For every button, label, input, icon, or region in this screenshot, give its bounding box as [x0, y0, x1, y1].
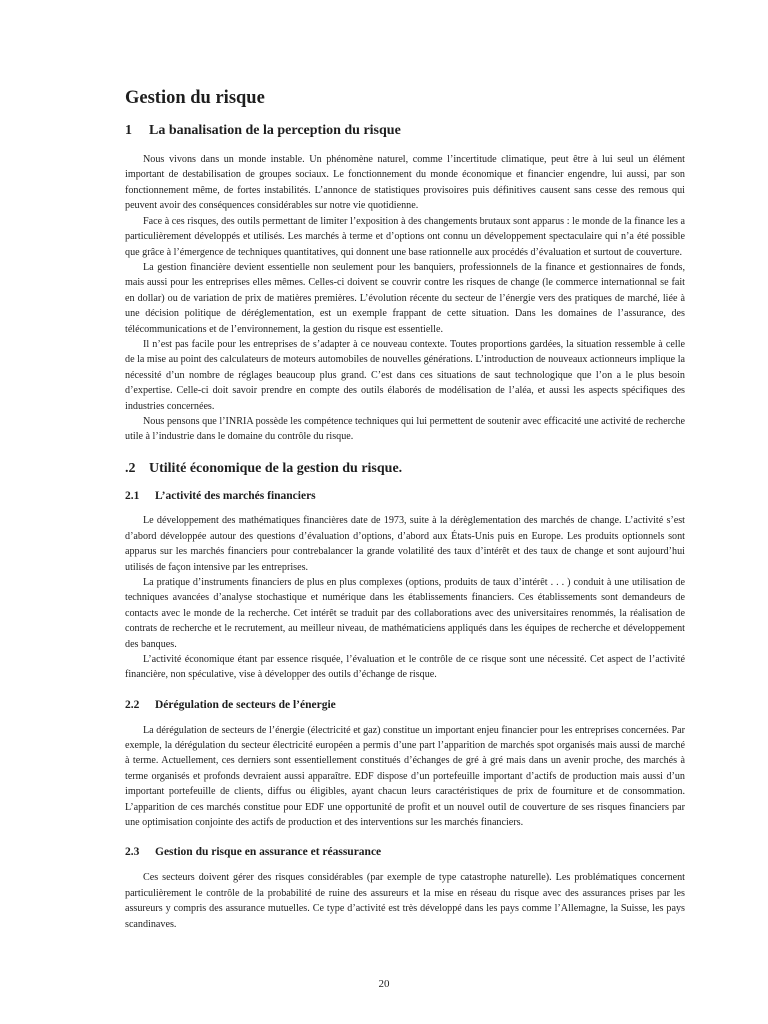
subsection-2-3	[125, 846, 685, 931]
section-2-number: .2	[125, 460, 136, 476]
section-1-number: 1	[125, 123, 132, 139]
subsection-2-1-heading	[125, 490, 685, 504]
subsection-2-2	[125, 699, 685, 831]
subsection-title: Dérégulation de secteurs de l’énergie	[155, 698, 336, 711]
section-1-heading	[125, 123, 685, 140]
paragraph: La gestion financière devient essentielle non seulement pour les banquiers, professionnels de la finance et gestionnaires de fonds, mais aussi pour les entreprises elles mêmes. Celles-ci doivent se couvrir contre les risques de change (le commerce internationnal se fait en dollar) ou de variation de prix de matières premières. L’évolution récente du secteur de l’énergie vers des pratiques de marché, liée à une décision politique de déréglementation, est un exemple frappant de cette situation. Dans les domaines de l’assurance, des télécommunications et de l’environnement, la gestion du risque est essentielle.	[125, 261, 685, 335]
section-2-heading	[125, 461, 685, 478]
subsection-title: Gestion du risque en assurance et réassurance	[155, 846, 382, 859]
paragraph: Le développement des mathématiques financières date de 1973, suite à la dérèglementation des marchés de change. L’activité s’est d’abord développée autour des questions d’évaluation d’options, d’abord aux États-Unis puis en Europe. Les produits optionnels sont apparus sur les marchés financiers pour contrebalancer la grande volatilité des taux d’intérêt et des taux de change et sont aujourd’hui utilisés de façon intensive par les entreprises.	[125, 515, 685, 573]
section-2-title: Utilité économique de la gestion du risque.	[149, 460, 403, 476]
subsection-2-3-heading	[125, 846, 685, 860]
page-title: Gestion du risque	[125, 88, 265, 108]
paragraph: Il n’est pas facile pour les entreprises de s’adapter à ce nouveau contexte. Toutes proportions gardées, la situation ressemble à celle de la mise au point des calculateurs de moteurs automobiles de nouvelles générations. L’introduction de nouveaux actionneurs implique la nécessité d’un nombre de réglages beaucoup plus grand. C’est dans ces situations de saut technologique que l’on a le plus besoin d’expertise. Celle-ci doit savoir prendre en compte des outils élaborés de modélisation de l’aléa, et aussi les aspects spécifiques des industries concernées.	[125, 338, 686, 412]
paragraph: Ces secteurs doivent gérer des risques considérables (par exemple de type catastrophe naturelle). Les problématiques concernent particulièrement le contrôle de la probabilité de ruine des assureurs et la mise en réseau du risque avec des assurances prises par les assureurs y compris des assurance mutuelles. Ce type d’activité est très développé dans les pays comme l’Allemagne, la Suisse, les pays scandinaves.	[125, 872, 685, 930]
document-page	[125, 88, 685, 932]
paragraph: La pratique d’instruments financiers de plus en plus complexes (options, produits de taux d’intérêt . . . ) conduit à une utilisation de techniques avancées d’analyse stochastique et numérique dans les établissements financiers. Ces établissements sont demandeurs de contacts avec le monde de la recherche. Cet intérêt se traduit par des collaborations avec des universitaires renommés, la réalisation de contrats de recherche et le recrutement, au meilleur niveau, de mathématiciens appliqués dans les équipes de recherche et développement des banques.	[125, 577, 685, 650]
section-1	[125, 123, 685, 445]
paragraph: La dérégulation de secteurs de l’énergie (électricité et gaz) constitue un important enjeu financier pour les entreprises concernées. Par exemple, la dérégulation du secteur électricité européen a permis d’une part l’apparition de marchés spot organisés mais aussi de marché à terme. Actuellement, ces derniers sont essentiellement constitués d’échanges de gré à gré mais dans un avenir proche, des marchés à terme organisés et profonds devraient aussi apparaître. EDF dispose d’un portefeuille important d’actifs de production mais aussi d’un important portefeuille de clients, diffus ou éligibles, ayant chacun leurs caractéristiques de prix de fourniture et de consommation. L’apparition de ces marchés constitue pour EDF une opportunité de profit et un nouvel outil de couverture de ses risques financiers par une optimisation conjointe des actifs de production et des interventions sur les marchés financiers.	[125, 724, 685, 829]
subsection-title: L’activité des marchés financiers	[155, 489, 316, 502]
subsection-number: 2.3	[125, 846, 140, 859]
subsection-2-2-heading	[125, 699, 685, 713]
subsection-number: 2.2	[125, 698, 140, 711]
paragraph: L’activité économique étant par essence risquée, l’évaluation et le contrôle de ce risque sont une nécessité. Cet aspect de l’activité financière, non spéculative, vise à développer des outils d’échange de risque.	[125, 654, 685, 681]
page-number: 20	[378, 978, 390, 990]
section-1-title: La banalisation de la perception du risque	[149, 123, 401, 139]
paragraph: Nous pensons que l’INRIA possède les compétence techniques qui lui permettent de soutenir avec efficacité une activité de recherche utile à l’industrie dans le domaine du contrôle du risque.	[125, 415, 685, 443]
subsection-2-1	[125, 490, 685, 683]
paragraph: Face à ces risques, des outils permettant de limiter l’exposition à des changements brutaux sont apparus : le monde de la finance les a particulièrement développés et utilisés. Les marchés à terme et d’options ont connu un développement spectaculaire qui n’a été possible que grâce à l’émergence de techniques quantitatives, qui donnent une base rationnelle aux procédés d’évaluation et surtout de couverture.	[125, 215, 685, 258]
subsection-number: 2.1	[125, 489, 140, 502]
paragraph: Nous vivons dans un monde instable. Un phénomène naturel, comme l’incertitude climatique, peut être à lui seul un élément important de destabilisation de groupes sociaux. Le fonctionnement du monde économique et financier engendre, lui aussi, par son fonctionnement même, de fortes instabilités. L’annonce de statistiques provisoires puis définitives causent sans cesse des remous qui peuvent avoir des conséquences considérables sur notre vie quotidienne.	[125, 154, 685, 212]
section-2	[125, 461, 685, 932]
